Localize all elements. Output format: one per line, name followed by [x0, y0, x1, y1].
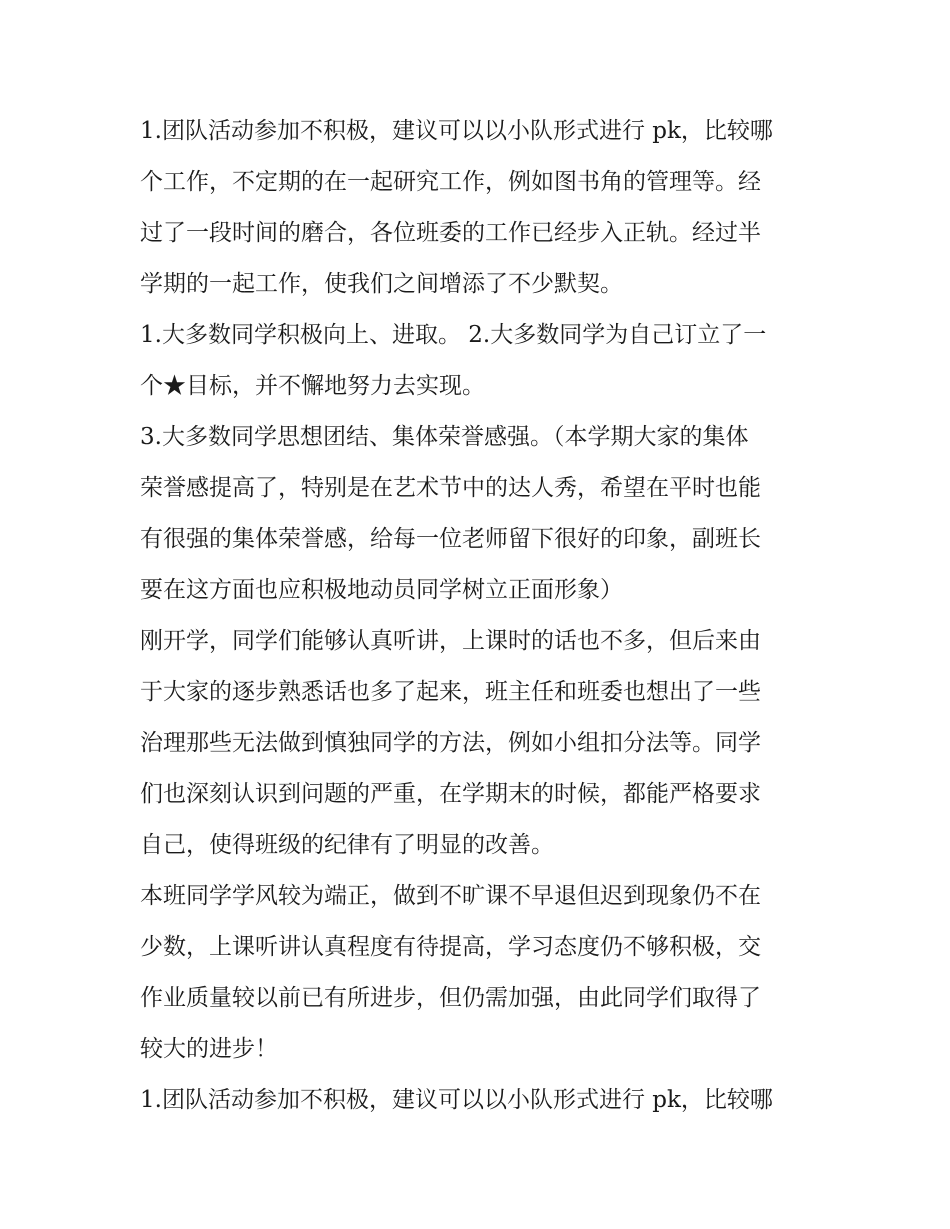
text-line: 个★目标，并不懈地努力去实现。 — [140, 373, 485, 399]
text-line: 要在这方面也应积极地动员同学树立正面形象） — [140, 577, 623, 603]
text-line: 作业质量较以前已有所进步，但仍需加强，由此同学们取得了 — [140, 985, 761, 1011]
text-line: 刚开学，同学们能够认真听讲，上课时的话也不多，但后来由 — [140, 628, 761, 654]
text-line: 学期的一起工作，使我们之间增添了不少默契。 — [140, 271, 623, 297]
text-line: 3.大多数同学思想团结、集体荣誉感强。（本学期大家的集体 — [140, 424, 749, 450]
text-line: 们也深刻认识到问题的严重，在学期末的时候，都能严格要求 — [140, 781, 761, 807]
text-line: 本班同学学风较为端正，做到不旷课不早退但迟到现象仍不在 — [140, 883, 761, 909]
document-body — [140, 106, 820, 1126]
text-line: 于大家的逐步熟悉话也多了起来，班主任和班委也想出了一些 — [140, 679, 761, 705]
text-line: 过了一段时间的磨合，各位班委的工作已经步入正轨。经过半 — [140, 220, 761, 246]
text-line: 荣誉感提高了，特别是在艺术节中的达人秀，希望在平时也能 — [140, 475, 761, 501]
text-line: 1.大多数同学积极向上、进取。 2.大多数同学为自己订立了一 — [140, 322, 767, 348]
text-line: 少数，上课听讲认真程度有待提高，学习态度仍不够积极，交 — [140, 934, 761, 960]
text-line: 治理那些无法做到慎独同学的方法，例如小组扣分法等。同学 — [140, 730, 761, 756]
text-line: 1.团队活动参加不积极，建议可以以小队形式进行 pk，比较哪 — [140, 1087, 773, 1113]
text-line: 1.团队活动参加不积极，建议可以以小队形式进行 pk，比较哪 — [140, 118, 773, 144]
text-line: 个工作，不定期的在一起研究工作，例如图书角的管理等。经 — [140, 169, 761, 195]
text-line: 较大的进步！ — [140, 1036, 278, 1062]
text-line: 有很强的集体荣誉感，给每一位老师留下很好的印象，副班长 — [140, 526, 761, 552]
text-line: 自己，使得班级的纪律有了明显的改善。 — [140, 832, 554, 858]
